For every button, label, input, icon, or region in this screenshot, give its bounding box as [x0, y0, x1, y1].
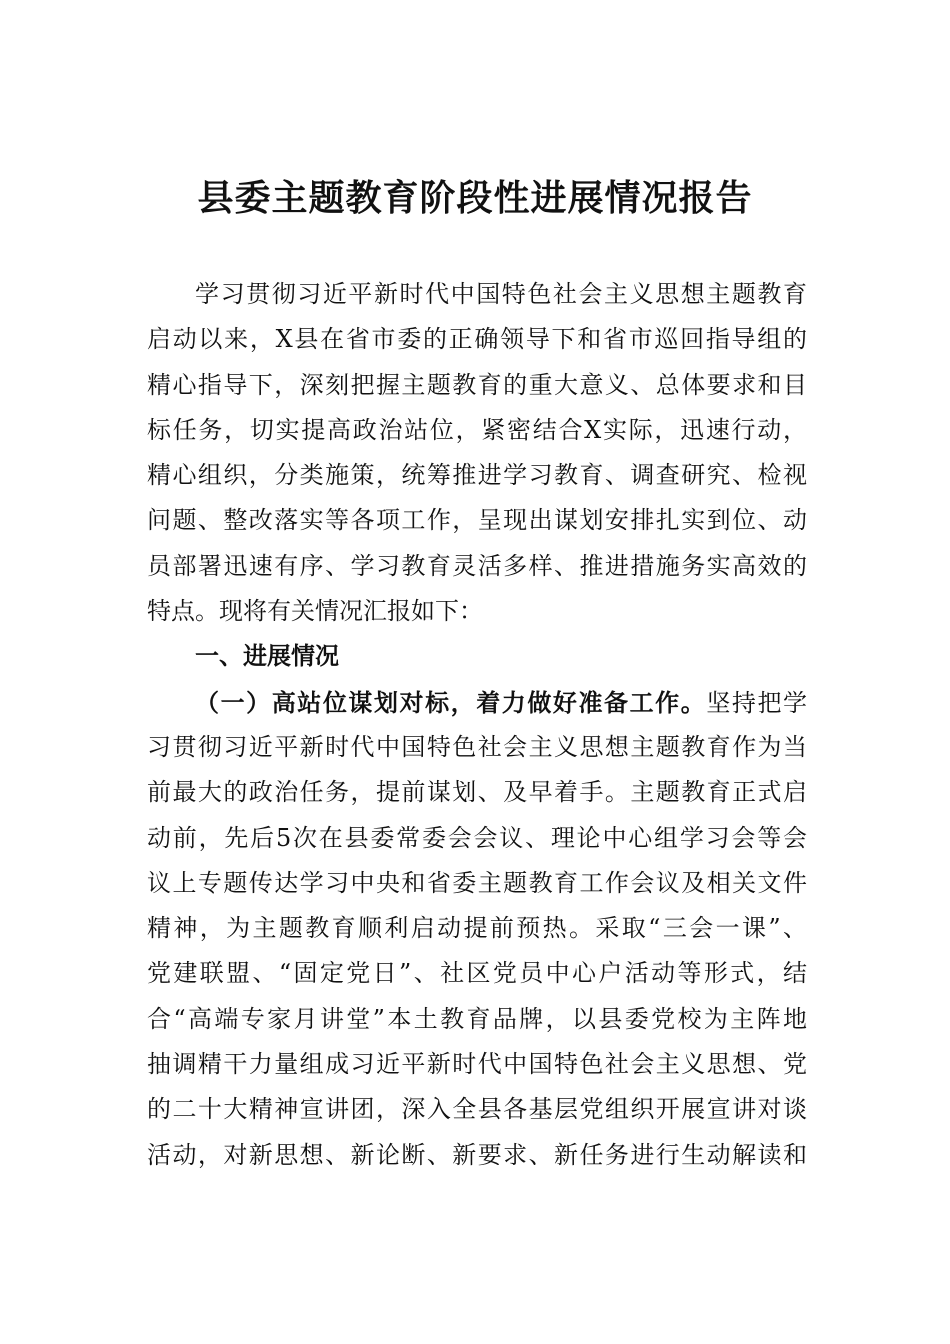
paragraph-line: 活动，对新思想、新论断、新要求、新任务进行生动解读和	[147, 1140, 807, 1169]
section-heading: 一、进展情况	[195, 642, 339, 671]
paragraph-line: 学习贯彻习近平新时代中国特色社会主义思想主题教育	[195, 280, 807, 308]
paragraph-line: 员部署迅速有序、学习教育灵活多样、推进措施务实高效的	[147, 551, 807, 580]
paragraph-line: 启动以来，X县在省市委的正确领导下和省市巡回指导组的	[147, 325, 807, 354]
document-body	[147, 272, 807, 1178]
subsection-first-line-text: 坚持把学	[706, 688, 808, 717]
paragraph-line: 合“高端专家月讲堂”本土教育品牌，以县委党校为主阵地	[147, 1004, 807, 1033]
document-title: 县委主题教育阶段性进展情况报告	[197, 177, 753, 219]
paragraph-line: 特点。现将有关情况汇报如下：	[147, 597, 483, 626]
paragraph-line: 的二十大精神宣讲团，深入全县各基层党组织开展宣讲对谈	[147, 1095, 807, 1124]
paragraph-line: 精神，为主题教育顺利启动提前预热。采取“三会一课”、	[147, 914, 807, 943]
paragraph-line: 前最大的政治任务，提前谋划、及早着手。主题教育正式启	[147, 778, 807, 807]
paragraph-line: 精心组织，分类施策，统筹推进学习教育、调查研究、检视	[147, 461, 807, 490]
paragraph-line: 习贯彻习近平新时代中国特色社会主义思想主题教育作为当	[147, 732, 807, 761]
subsection-heading: （一）高站位谋划对标，着力做好准备工作。	[195, 687, 707, 717]
paragraph-line: 标任务，切实提高政治站位，紧密结合X实际，迅速行动，	[147, 415, 807, 444]
paragraph-line: 问题、整改落实等各项工作，呈现出谋划安排扎实到位、动	[147, 506, 807, 535]
paragraph-line: 抽调精干力量组成习近平新时代中国特色社会主义思想、党	[147, 1050, 807, 1079]
paragraph-line: 动前，先后5次在县委常委会会议、理论中心组学习会等会	[147, 823, 807, 852]
paragraph-line: 精心指导下，深刻把握主题教育的重大意义、总体要求和目	[147, 370, 807, 399]
paragraph-line: 议上专题传达学习中央和省委主题教育工作会议及相关文件	[147, 868, 807, 897]
paragraph-line: 党建联盟、“固定党日”、社区党员中心户活动等形式，结	[147, 959, 807, 988]
subsection-first-line	[147, 680, 807, 725]
